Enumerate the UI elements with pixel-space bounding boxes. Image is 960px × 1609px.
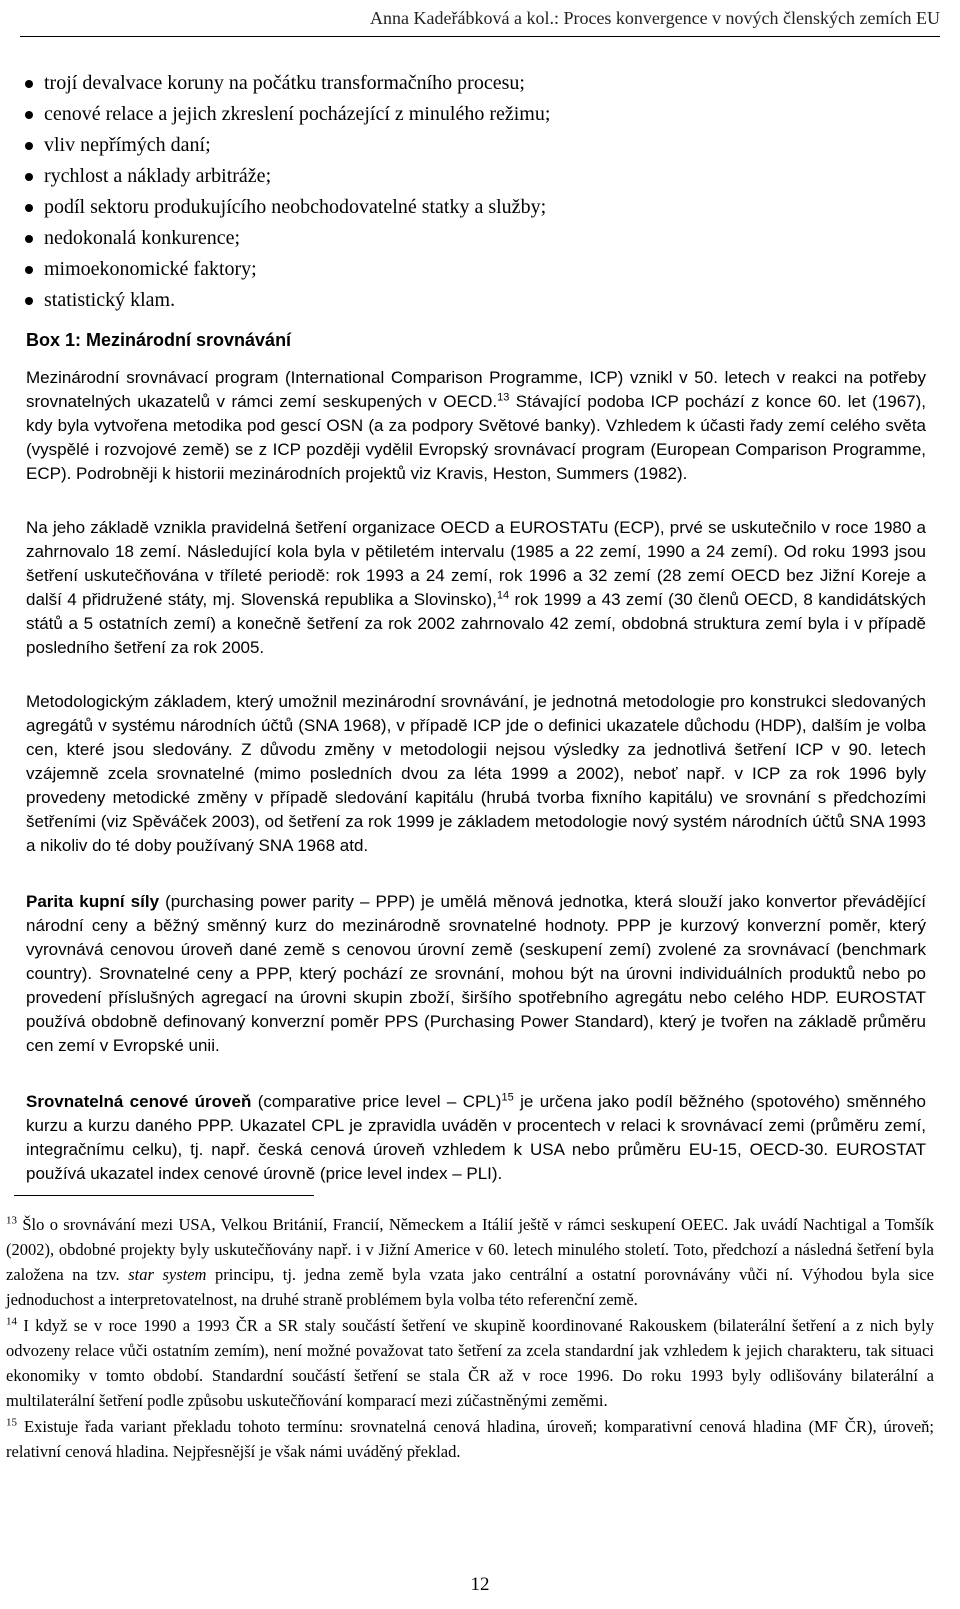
header-divider — [20, 36, 940, 37]
footnote-divider — [14, 1195, 314, 1196]
term-cpl: Srovnatelná cenové úroveň — [26, 1092, 252, 1111]
bullet-icon — [25, 80, 33, 88]
box-title: Box 1: Mezinárodní srovnávání — [26, 330, 292, 350]
box-paragraph-history: Mezinárodní srovnávací program (International Comparison Programme, ICP) vznikl v 50. letech v reakci na potřeby srovnatelných ukazatelů v rámci zemí seskupených v OECD.$^{13}$ Stávající podoba ICP pochází z konce 60. let (1967), kdy byla vytvořena metodika pod gescí OSN (a za podpory Světové banky). Vzhledem k účasti řady zemí celého světa (vyspělé i rozvojové země) se z ICP později vydělil Evropský srovnávací program (European Comparison Programme, ECP). Podrobněji k historii mezinárodních projektů viz Kravis, Heston, Summers (1982). — [26, 368, 926, 483]
footnote-ref-14: 14 — [496, 589, 510, 602]
bullet-icon — [25, 173, 33, 181]
page-number: 12 — [470, 1574, 490, 1595]
footnote-14: $^{14}$ I když se v roce 1990 a 1993 ČR a SR staly součástí šetření ve skupině koordinované Rakouskem (bilaterální šetření a z nich byly odvozeny relace vůči ostatním zemím), není možné považovat tato šetření za zcela standardní jak vzhledem k jejich charakteru, tak situaci ekonomiky v tomto období. Standardní součástí šetření se stala ČR až v roce 1996. Do roku 1993 byly odlišovány bilaterální a multilaterální šetření podle způsobu uskutečňování komparací mezi zúčastněnými zeměmi. — [6, 1315, 934, 1410]
bullet-icon — [25, 297, 33, 305]
list-item: podíl sektoru produkujícího neobchodovatelné statky a služby; — [24, 192, 924, 223]
list-item: nedokonalá konkurence; — [24, 223, 924, 254]
bullet-icon — [25, 142, 33, 150]
list-item: trojí devalvace koruny na počátku transformačního procesu; — [24, 68, 924, 99]
box-paragraph-rounds: Na jeho základě vznikla pravidelná šetření organizace OECD a EUROSTATu (ECP), prvé se uskutečnilo v roce 1980 a zahrnovalo 18 zemí. Následující kola byla v pětiletém intervalu (1985 a 22 zemí, 1990 a 24 zemí). Od roku 1993 jsou šetření uskutečňována v tříleté periodě: rok 1993 a 24 zemí, rok 1996 a 32 zemí (28 zemí OECD bez Jižní Koreje a další 4 přidružené státy, mj. Slovenská republika a Slovinsko),$^{14}$ rok 1999 a 43 zemí (30 členů OECD, 8 kandidátských států a 5 ostatních zemí) a konečně šetření za rok 2002 zahrnovalo 42 zemí, obdobná struktura zemí byla i v případě posledního šetření za rok 2005. — [26, 518, 926, 657]
footnote-13: $^{13}$ Šlo o srovnávání mezi USA, Velkou Británií, Francií, Německem a Itálií ještě v rámci seskupení OEEC. Jak uvádí Nachtigal a Tomšík (2002), obdobné projekty byly uskutečňovány např. i v Jižní Americe v 60. letech minulého století. Toto, předchozí a následná šetření byla založena na tzv. star system principu, tj. jedna země byla vzata jako centrální a ostatní porovnávány vůči ní. Výhodou byla sice jednoduchost a interpretovatelnost, na druhé straně problémem byla volba této referenční země. — [6, 1214, 934, 1309]
list-item: cenové relace a jejich zkreslení pocházející z minulého režimu; — [24, 99, 924, 130]
footnotes — [6, 1212, 934, 1465]
info-box — [14, 312, 944, 1192]
box-paragraph-methodology: Metodologickým základem, který umožnil mezinárodní srovnávání, je jednotná metodologie pro konstrukci sledovaných agregátů v systému národních účtů (SNA 1968), v případě ICP jde o definici ukazatele důchodu (HDP), dalším je volba cen, které jsou sledovány. Z důvodu změny v metodologii nejsou výsledky za jednotlivá šetření ICP v 90. letech vzájemně zcela srovnatelné (mimo posledních dvou za léta 1999 a 2002), neboť např. v ICP za rok 1996 byly provedeny metodické změny v případě sledování kapitálu (hrubá tvorba fixního kapitálu) ve srovnání s předchozími šetřeními (viz Spěváček 2003), od šetření za rok 1999 je základem metodologie nový systém národních účtů SNA 1993 a nikoliv do té doby používaný SNA 1968 atd. — [26, 692, 926, 855]
term-ppp: Parita kupní síly — [26, 892, 160, 911]
bullet-icon — [25, 204, 33, 212]
list-item: statistický klam. — [24, 285, 924, 316]
footnote-ref-15: 15 — [501, 1091, 514, 1104]
bullet-icon — [25, 111, 33, 119]
list-item: vliv nepřímých daní; — [24, 130, 924, 161]
running-header: Anna Kadeřábková a kol.: Proces konvergence v nových členských zemích EU — [370, 8, 940, 28]
list-item: rychlost a náklady arbitráže; — [24, 161, 924, 192]
box-paragraph-cpl: Srovnatelná cenové úroveň (comparative price level – CPL)$^{15}$ je určena jako podíl běžného (spotového) směnného kurzu a kurzu daného PPP. Ukazatel CPL je zpravidla uváděn v procentech v relaci k srovnávací zemi (průměru zemí, integračnímu celku), tj. např. česká cenová úroveň vzhledem k USA nebo průměru EU-15, OECD-30. EUROSTAT používá ukazatel index cenové úrovně (price level index – PLI). — [26, 1091, 926, 1183]
factor-list — [24, 68, 924, 316]
footnote-ref-13: 13 — [497, 391, 510, 404]
bullet-icon — [25, 266, 33, 274]
footnote-15: $^{15}$ Existuje řada variant překladu tohoto termínu: srovnatelná cenová hladina, úroveň; komparativní cenová hladina (MF ČR), úroveň; relativní cenová hladina. Nejpřesnější je však námi uváděný překlad. — [6, 1416, 934, 1461]
box-paragraph-ppp: Parita kupní síly (purchasing power parity – PPP) je umělá měnová jednotka, která slouží jako konvertor převádějící národní ceny a běžný směnný kurz do mezinárodně srovnatelné hodnoty. PPP je kurzový konverzní poměr, který vyrovnává cenovou úroveň dané země s cenovou úrovní země (seskupení zemí) zvolené za srovnávací (benchmark country). Srovnatelné ceny a PPP, který pochází ze srovnání, mohou být na úrovni individuálních produktů nebo po provedení příslušných agregací na úrovni skupin zboží, širšího spotřebního agregátu nebo celého HDP. EUROSTAT používá obdobně definovaný konverzní poměr PPS (Purchasing Power Standard), který je tvořen na základě průměru cen zemí v Evropské unii. — [26, 892, 927, 1055]
list-item: mimoekonomické faktory; — [24, 254, 924, 285]
bullet-icon — [25, 235, 33, 243]
